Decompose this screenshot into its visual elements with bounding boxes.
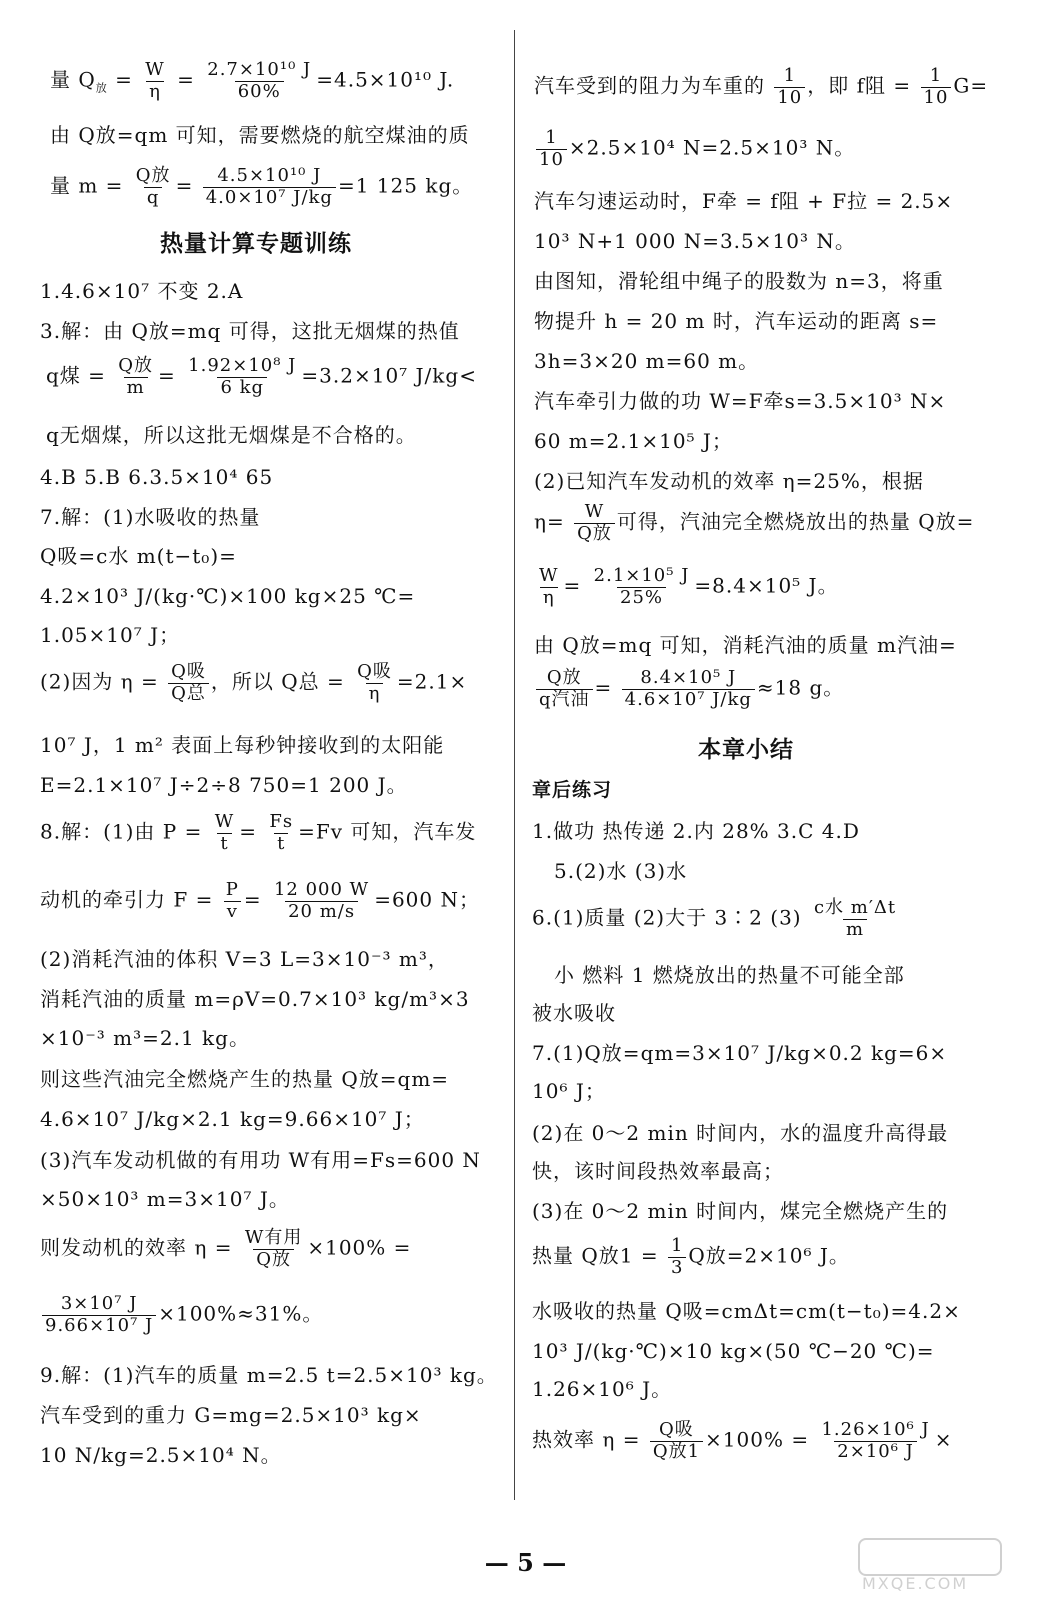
- line-r28: 1.26×10⁶ J。: [532, 1377, 673, 1401]
- fraction: $\frac{\text{Q吸}}{\text{Q总}}$: [168, 662, 209, 704]
- fraction: $\frac{\text{Q放}}{\text{q汽油}}$: [536, 668, 593, 710]
- line-l28: 汽车受到的重力 G=mg=2.5×10³ kg×: [40, 1403, 422, 1427]
- fraction: $\frac{\text{Q放}}{m}$: [118, 355, 154, 398]
- line-r16: 5.(2)水 (3)水: [554, 859, 688, 883]
- section-heading: 本章小结: [698, 737, 794, 763]
- fraction: $\frac{1}{10}$: [774, 66, 805, 108]
- column-divider: [514, 30, 515, 1500]
- line-r25: 热量 Q放1 = $\frac{1}{3}$ Q放=2×10⁶ J。: [532, 1235, 850, 1278]
- line-l25: 则发动机的效率 η = $\frac{\text{W有用}}{\text{Q放}}$ ×100% =: [40, 1227, 412, 1270]
- subsection-heading: 章后练习: [532, 779, 613, 801]
- line-r11: η= $\frac{W}{\text{Q放}}$ 可得，汽油完全燃烧放出的热量 Q放=: [534, 501, 975, 544]
- fraction: $\frac{\text{4.5×10¹⁰ J}}{\text{4.0×10⁷ J/kg}}$: [203, 166, 336, 208]
- fraction: $\frac{P}{v}$: [223, 880, 242, 922]
- line-r13: 由 Q放=mq 可知，消耗汽油的质量 m汽油=: [534, 633, 957, 657]
- fraction: $\frac{\text{Q放}}{q}$: [135, 165, 171, 208]
- line-l21: 则这些汽油完全燃烧产生的热量 Q放=qm=: [40, 1067, 450, 1091]
- line-l10: Q吸=c水 m(t−t₀)=: [40, 544, 237, 568]
- fraction: $\frac{\text{3×10⁷ J}}{\text{9.66×10⁷ J}}$: [42, 1294, 156, 1336]
- line-l08: 4.B 5.B 6.3.5×10⁴ 65: [40, 465, 274, 489]
- line-l01: 量 $Q_放$ = $\frac{W}{\eta}$ = $\frac{\text{2.7×10¹⁰ J}}{60\%}$ =4.5×10¹⁰ J.: [50, 59, 455, 102]
- fraction: $\frac{1}{3}$: [668, 1236, 686, 1278]
- fraction: $\frac{\text{Q吸}}{\text{Q放1}}$: [650, 1420, 703, 1462]
- line-r22: (2)在 0～2 min 时间内，水的温度升高得最: [532, 1121, 949, 1145]
- fraction: $\frac{\text{2.1×10⁵ J}}{25\%}$: [593, 565, 690, 608]
- line-r07: 3h=3×20 m=60 m。: [534, 349, 760, 373]
- line-r23: 快，该时间段热效率最高；: [532, 1159, 784, 1183]
- fraction: $\frac{\text{8.4×10⁵ J}}{\text{4.6×10⁷ J/kg}}$: [622, 668, 755, 710]
- line-r26: 水吸收的热量 Q吸=cmΔt=cm(t−t₀)=4.2×: [532, 1299, 961, 1323]
- line-r04: 10³ N+1 000 N=3.5×10³ N。: [534, 229, 856, 253]
- line-l02: 由 Q放=qm 可知，需要燃烧的航空煤油的质: [50, 123, 470, 147]
- line-r03: 汽车匀速运动时，F牵 = f阻 + F拉 = 2.5×: [534, 189, 954, 213]
- line-l17: 动机的牵引力 F = $\frac{P}{v}$ = $\frac{12 000 W}{20 m/s}$ =600 N；: [40, 879, 480, 922]
- fraction: $\frac{\text{c水 m′Δt}}{m}$: [813, 897, 897, 940]
- line-l14: 10⁷ J，1 m² 表面上每秒钟接收到的太阳能: [40, 733, 445, 757]
- line-l03: 量 m = $\frac{\text{Q放}}{q}$ = $\frac{\text{4.5×10¹⁰ J}}{\text{4.0×10⁷ J/kg}}$ =1 125 kg。: [50, 165, 474, 208]
- fraction: $\frac{\text{2.7×10¹⁰ J}}{60\%}$: [207, 59, 312, 102]
- fraction: $\frac{Fs}{t}$: [269, 811, 294, 854]
- line-r14: $\frac{\text{Q放}}{\text{q汽油}}$ = $\frac{\text{8.4×10⁵ J}}{\text{4.6×10⁷ J/kg}}$ ≈18 g。: [534, 668, 844, 710]
- line-l24: ×50×10³ m=3×10⁷ J。: [40, 1187, 290, 1211]
- section-heading: 热量计算专题训练: [160, 231, 352, 257]
- line-r09: 60 m=2.1×10⁵ J；: [534, 429, 733, 453]
- line-r24: (3)在 0～2 min 时间内，煤完全燃烧产生的: [532, 1199, 949, 1223]
- fraction: $\frac{1}{10}$: [921, 66, 952, 108]
- fraction: $\frac{W}{t}$: [214, 811, 235, 854]
- line-l12: 1.05×10⁷ J；: [40, 623, 181, 647]
- line-r10: (2)已知汽车发动机的效率 η=25%，根据: [534, 469, 924, 493]
- line-r15: 1.做功 热传递 2.内 28% 3.C 4.D: [532, 819, 860, 843]
- fraction: $\frac{W}{\eta}$: [145, 59, 165, 102]
- line-l15: E=2.1×10⁷ J÷2÷8 750=1 200 J。: [40, 773, 408, 797]
- fraction: $\frac{W}{\eta}$: [539, 565, 559, 608]
- line-l18: (2)消耗汽油的体积 V=3 L=3×10⁻³ m³，: [40, 947, 449, 971]
- fraction: $\frac{\text{Q吸}}{\eta}$: [357, 661, 392, 704]
- line-l23: (3)汽车发动机做的有用功 W有用=Fs=600 N: [40, 1148, 481, 1172]
- line-r27: 10³ J/(kg·℃)×10 kg×(50 ℃−20 ℃)=: [532, 1339, 935, 1363]
- line-l05: 3.解：由 Q放=mq 可得，这批无烟煤的热值: [40, 319, 460, 343]
- line-l20: ×10⁻³ m³=2.1 kg。: [40, 1026, 250, 1050]
- line-l22: 4.6×10⁷ J/kg×2.1 kg=9.66×10⁷ J；: [40, 1107, 425, 1131]
- fraction: $\frac{\text{W有用}}{\text{Q放}}$: [244, 1227, 303, 1270]
- watermark-text: MXQE.COM: [862, 1574, 969, 1593]
- page-number: — 5 —: [484, 1548, 567, 1577]
- line-l29: 10 N/kg=2.5×10⁴ N。: [40, 1443, 282, 1467]
- line-r19: 被水吸收: [532, 1001, 616, 1025]
- line-r02: $\frac{1}{10}$ ×2.5×10⁴ N=2.5×10³ N。: [534, 128, 855, 170]
- fraction: $\frac{12 000 W}{20 m/s}$: [273, 879, 370, 922]
- line-l27: 9.解：(1)汽车的质量 m=2.5 t=2.5×10³ kg。: [40, 1363, 498, 1387]
- line-l26: $\frac{\text{3×10⁷ J}}{\text{9.66×10⁷ J}}$ ×100%≈31%。: [40, 1294, 323, 1336]
- fraction: $\frac{W}{\text{Q放}}$: [574, 502, 615, 544]
- fraction: $\frac{1}{10}$: [536, 128, 567, 170]
- line-l09: 7.解：(1)水吸收的热量: [40, 505, 261, 529]
- line-r17: 6.(1)质量 (2)大于 3∶2 (3) $\frac{\text{c水 m′Δt}}{m}$: [532, 898, 901, 940]
- line-r12: $\frac{W}{\eta}$ = $\frac{\text{2.1×10⁵ J}}{25\%}$ =8.4×10⁵ J。: [534, 566, 839, 608]
- line-l06: q煤 = $\frac{\text{Q放}}{m}$ = $\frac{\text{1.92×10⁸ J}}{6 kg}$ =3.2×10⁷ J/kg<: [46, 355, 477, 398]
- line-r18: 小 燃料 1 燃烧放出的热量不可能全部: [554, 963, 905, 987]
- line-r20: 7.(1)Q放=qm=3×10⁷ J/kg×0.2 kg=6×: [532, 1041, 948, 1065]
- line-r21: 10⁶ J；: [532, 1079, 606, 1103]
- line-l13: (2)因为 η = $\frac{\text{Q吸}}{\text{Q总}}$ ，所以 Q总 = $\frac{\text{Q吸}}{\eta}$ =2.1×: [40, 661, 468, 704]
- fraction: $\frac{\text{1.26×10⁶ J}}{\text{2×10⁶ J}}$: [821, 1419, 930, 1462]
- watermark-badge: [858, 1538, 1002, 1576]
- line-l04: 1.4.6×10⁷ 不变 2.A: [40, 279, 244, 303]
- line-l11: 4.2×10³ J/(kg·℃)×100 kg×25 ℃=: [40, 584, 416, 608]
- line-l19: 消耗汽油的质量 m=ρV=0.7×10³ kg/m³×3: [40, 987, 470, 1011]
- line-r01: 汽车受到的阻力为车重的 $\frac{1}{10}$ ，即 f阻 = $\frac{1}{10}$ G=: [534, 65, 989, 108]
- line-r06: 物提升 h = 20 m 时，汽车运动的距离 s=: [534, 309, 939, 333]
- line-r08: 汽车牵引力做的功 W=F牵s=3.5×10³ N×: [534, 389, 947, 413]
- line-l16: 8.解：(1)由 P = $\frac{W}{t}$ = $\frac{Fs}{t}$ =Fv 可知，汽车发: [40, 811, 477, 854]
- fraction: $\frac{\text{1.92×10⁸ J}}{6 kg}$: [188, 355, 297, 398]
- line-l07: q无烟煤，所以这批无烟煤是不合格的。: [46, 423, 417, 447]
- line-r05: 由图知，滑轮组中绳子的股数为 n=3，将重: [534, 269, 944, 293]
- line-r29: 热效率 η = $\frac{\text{Q吸}}{\text{Q放1}}$ ×100% = $\frac{\text{1.26×10⁶ J}}{\text{2×10⁶ J}}$ ×: [532, 1419, 953, 1462]
- watermark-logo: [858, 1538, 998, 1592]
